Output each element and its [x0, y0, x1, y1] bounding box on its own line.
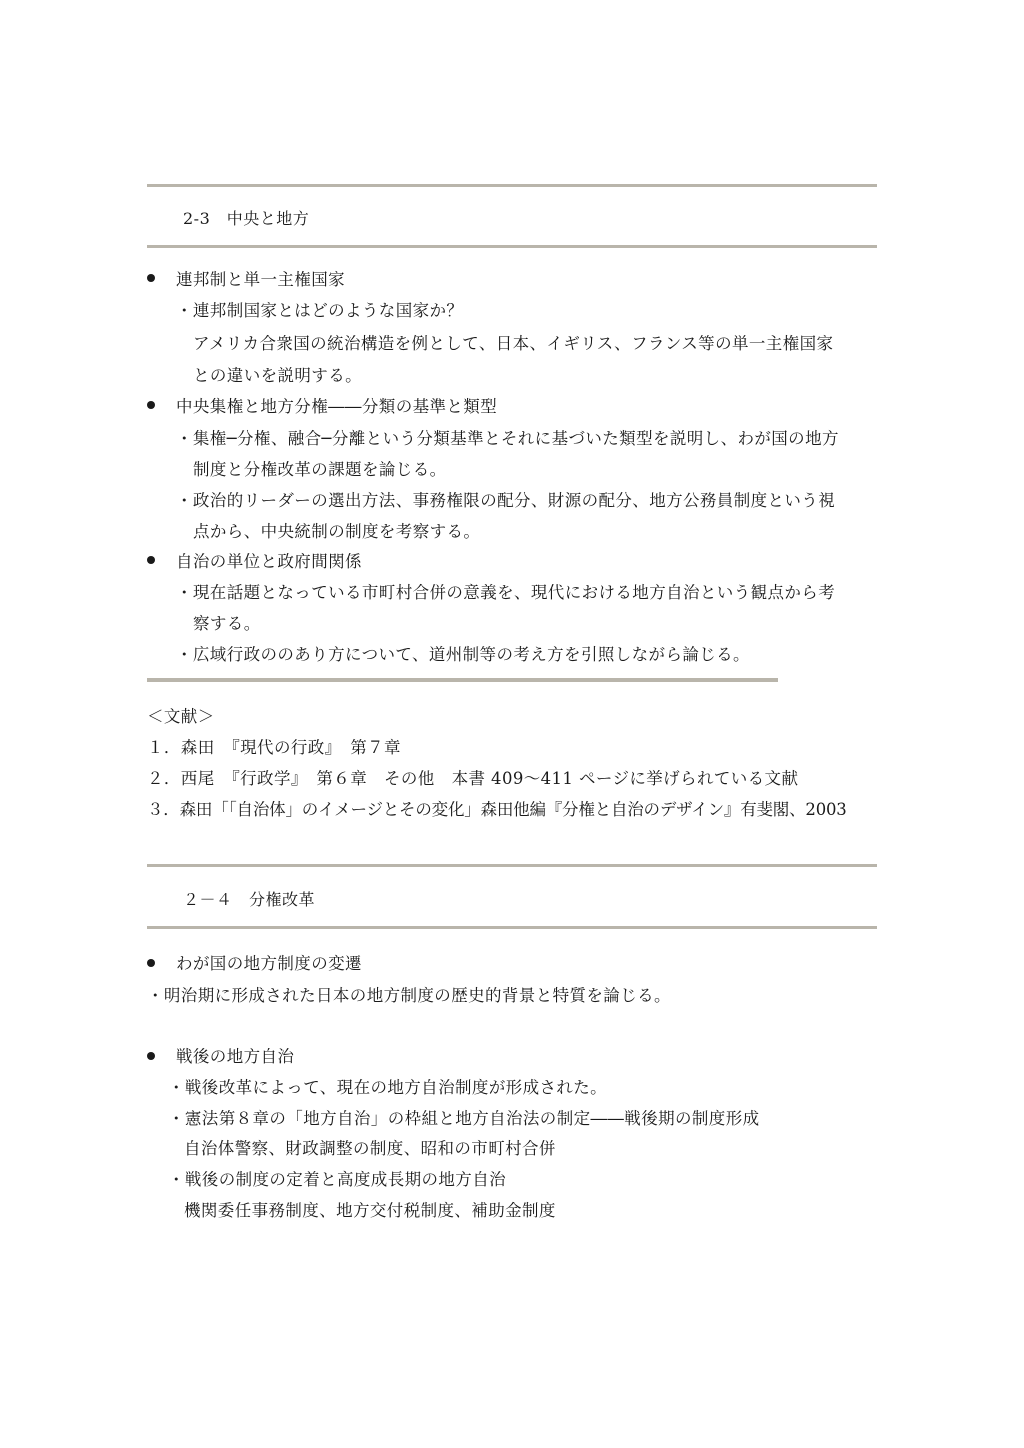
item-text: ・明治期に形成された日本の地方制度の歴史的背景と特質を論じる。: [147, 986, 671, 1005]
item-heading: 自治の単位と政府間関係: [176, 552, 362, 571]
item-text: アメリカ合衆国の統治構造を例として、日本、イギリス、フランス等の単一主権国家: [193, 334, 834, 353]
item-text: 察する。: [193, 614, 261, 633]
bullet-icon: [147, 1052, 155, 1060]
item-text: ・戦後改革によって、現在の地方自治制度が形成された。: [168, 1078, 608, 1097]
item-text: ・現在話題となっている市町村合併の意義を、現代における地方自治という観点から考: [176, 583, 836, 602]
item-text: ・広域行政ののあり方について、道州制等の考え方を引照しながら論じる。: [176, 645, 750, 664]
references-divider: [147, 678, 778, 682]
item-text: 機関委任事務制度、地方交付税制度、補助金制度: [184, 1201, 556, 1220]
section-divider-top: [147, 864, 877, 867]
item-text: 自治体警察、財政調整の制度、昭和の市町村合併: [184, 1139, 556, 1158]
reference-item: ３．森田「「自治体」のイメージとその変化」森田他編『分権と自治のデザイン』有斐閣、2003: [147, 800, 847, 819]
item-text: ・憲法第８章の「地方自治」の枠組と地方自治法の制定――戦後期の制度形成: [168, 1109, 760, 1128]
reference-item: １．森田 『現代の行政』 第７章: [147, 738, 401, 757]
item-heading: わが国の地方制度の変遷: [176, 954, 362, 973]
references-heading: ＜文献＞: [147, 707, 215, 726]
bullet-icon: [147, 401, 155, 409]
item-text: ・政治的リーダーの選出方法、事務権限の配分、財源の配分、地方公務員制度という視: [176, 491, 836, 510]
bullet-icon: [147, 959, 155, 967]
section-divider-bottom: [147, 926, 877, 929]
item-text: ・戦後の制度の定着と高度成長期の地方自治: [168, 1170, 506, 1189]
section-divider-top: [147, 184, 877, 187]
section-title-2-4: ２－４ 分権改革: [183, 890, 316, 909]
section-title-2-3: 2-3 中央と地方: [183, 209, 310, 228]
bullet-icon: [147, 556, 155, 564]
item-text: 制度と分権改革の課題を論じる。: [193, 460, 447, 479]
item-text: ・連邦制国家とはどのような国家か？: [176, 301, 464, 320]
item-text: との違いを説明する。: [193, 366, 362, 385]
item-text: ・集権─分権、融合─分離という分類基準とそれに基づいた類型を説明し、わが国の地方: [176, 429, 839, 448]
item-heading: 中央集権と地方分権――分類の基準と類型: [176, 397, 498, 416]
item-heading: 連邦制と単一主権国家: [176, 270, 345, 289]
item-text: 点から、中央統制の制度を考察する。: [193, 522, 481, 541]
item-heading: 戦後の地方自治: [176, 1047, 295, 1066]
reference-item: ２．西尾 『行政学』 第６章 その他 本書 409～411 ページに挙げられている文献: [147, 769, 799, 788]
section-divider-bottom: [147, 245, 877, 248]
bullet-icon: [147, 274, 155, 282]
